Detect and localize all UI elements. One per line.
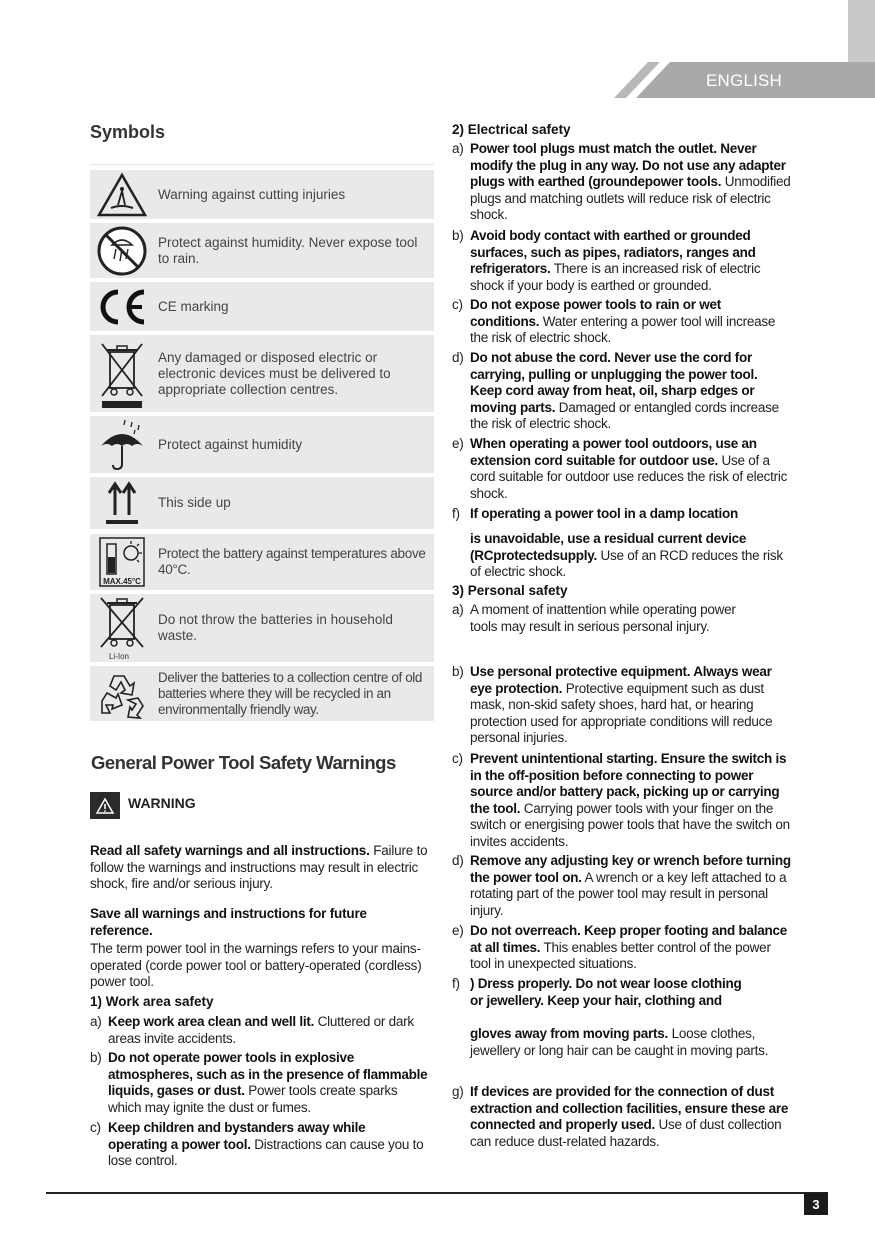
list-item-bold: Prevent unintentional starting. Ensure the switch is in the off-position before connecting to power source and/or battery pack, picking up or carrying the tool.	[470, 751, 787, 816]
list-item-bold: Keep work area clean and well lit.	[108, 1014, 315, 1029]
recycle-icon	[94, 668, 150, 720]
list-item-text: Damaged or entangled cords increase the risk of electric shock.	[470, 399, 779, 432]
list-item-letter: c)	[452, 297, 463, 312]
symbol-row	[90, 335, 434, 412]
read-instructions-paragraph	[90, 843, 428, 893]
symbol-text: Any damaged or disposed electric or electronic devices must be delivered to appropriate collection centres.	[158, 349, 391, 397]
symbol-text: This side up	[158, 495, 231, 510]
list-item	[452, 436, 792, 502]
symbol-text: Protect against humidity. Never expose tool to rain.	[158, 234, 418, 266]
list-item-text: A moment of inattention while operating power tools may result in serious personal injury.	[470, 602, 736, 634]
battery-bin-icon-label: Li-Ion	[108, 652, 130, 661]
language-label: ENGLISH	[706, 71, 783, 90]
list-item-letter: e)	[452, 436, 464, 451]
list-item-bold: Keep children and bystanders away while operating a power tool.	[108, 1120, 366, 1152]
general-warnings-heading: General Power Tool Safety Warnings	[91, 752, 396, 773]
list-item-letter: c)	[452, 751, 463, 766]
list-item-continuation	[452, 1026, 792, 1059]
list-item-letter: a)	[90, 1014, 102, 1029]
footer-rule	[46, 1192, 828, 1194]
list-item-text: Power tools create sparks which may ignite the dust or fumes.	[108, 1083, 398, 1115]
list-item	[452, 506, 792, 523]
list-item	[452, 602, 762, 635]
umbrella-icon	[94, 418, 150, 472]
symbol-text: Warning against cutting injuries	[158, 186, 346, 202]
list-item	[452, 853, 792, 919]
list-item-text: There is an increased risk of electric shock if your body is earthed or grounded.	[470, 261, 761, 293]
battery-temperature-icon	[94, 535, 150, 589]
save-warnings-bold: Save all warnings and instructions for future reference.	[90, 906, 367, 938]
symbol-row	[90, 594, 434, 662]
symbol-row	[90, 282, 434, 331]
list-item-bold: If devices are provided for the connection of dust extraction and collection facilities, ensure these are connected and properly used.	[470, 1084, 789, 1133]
list-item-bold: gloves away from moving parts.	[470, 1026, 669, 1041]
list-item-bold: Use personal protective equipment. Always wear eye protection.	[470, 664, 772, 696]
symbol-text: Protect against humidity	[158, 436, 303, 452]
list-item-letter: a)	[452, 602, 464, 617]
this-side-up-icon	[94, 479, 150, 527]
read-instructions-bold: Read all safety warnings and all instructions.	[90, 843, 370, 858]
list-item-text: Cluttered or dark areas invite accidents.	[108, 1014, 414, 1046]
symbol-row	[90, 477, 434, 529]
weee-bin-icon	[94, 338, 150, 410]
list-item-bold: Do not abuse the cord. Never use the cord for carrying, pulling or unplugging the power tool. Keep cord away from heat, oil, sharp edges or moving parts.	[470, 350, 758, 415]
list-item-letter: b)	[452, 228, 464, 243]
list-item-bold: is unavoidable, use a residual current device (RCprotectedsupply.	[470, 531, 747, 563]
list-item	[452, 141, 792, 224]
list-item	[90, 1120, 428, 1170]
symbol-row	[90, 666, 434, 721]
warning-label: WARNING	[128, 795, 196, 811]
list-item	[452, 751, 792, 851]
list-item-letter: f)	[452, 976, 460, 991]
list-item	[452, 923, 792, 973]
warning-triangle-icon	[90, 792, 120, 819]
term-definition-paragraph: The term power tool in the warnings refers to your mains-operated (corde power tool or battery-operated (cordless) power tool.	[90, 941, 422, 989]
symbol-row	[90, 170, 434, 219]
list-item-letter: f)	[452, 506, 460, 521]
section-heading-electrical: 2) Electrical safety	[452, 122, 571, 137]
list-item-bold: Avoid body contact with earthed or grounded surfaces, such as pipes, radiators, ranges and refrigerators.	[470, 228, 756, 277]
list-item-letter: d)	[452, 853, 464, 868]
list-item-text: A wrench or a key left attached to a rotating part of the power tool may result in personal injury.	[470, 869, 787, 918]
list-item-text: Water entering a power tool will increase the risk of electric shock.	[470, 313, 776, 346]
battery-temperature-icon-label: MAX.45°C	[103, 577, 141, 586]
battery-bin-icon	[94, 595, 150, 661]
list-item-bold: If operating a power tool in a damp location	[470, 506, 739, 521]
list-item-text: Use of dust collection can reduce dust-related hazards.	[470, 1117, 782, 1149]
list-item-text: Loose clothes, jewellery or long hair can be caught in moving parts.	[470, 1026, 769, 1058]
list-item-text: Distractions can cause you to lose control.	[108, 1136, 424, 1169]
list-item-bold: When operating a power tool outdoors, use an extension cord suitable for outdoor use.	[470, 436, 757, 468]
list-item	[452, 350, 792, 433]
page-number: 3	[804, 1193, 828, 1215]
read-instructions-text: Failure to follow the warnings and instructions may result in electric shock, fire and/or serious injury.	[90, 843, 428, 891]
list-item-bold: Do not expose power tools to rain or wet conditions.	[470, 297, 722, 329]
list-item-bold: ) Dress properly. Do not wear loose clothing or jewellery. Keep your hair, clothing and	[470, 976, 742, 1008]
symbols-heading: Symbols	[90, 122, 166, 142]
language-tab	[614, 62, 875, 98]
list-item-text: Carrying power tools with your finger on the switch or energising power tools that have the switch on invites accidents.	[470, 800, 790, 849]
list-item	[452, 664, 792, 747]
list-item-letter: c)	[90, 1120, 101, 1135]
no-rain-icon	[94, 225, 150, 277]
symbol-row	[90, 416, 434, 473]
list-item-text: Use of an RCD reduces the risk of electric shock.	[470, 547, 783, 580]
list-item-bold: Power tool plugs must match the outlet. Never modify the plug in any way. Do not use any adapter plugs with earthed (groundepower tools.	[470, 141, 786, 190]
list-item-bold: Do not overreach. Keep proper footing and balance at all times.	[470, 923, 788, 955]
list-item-continuation	[452, 531, 792, 581]
symbol-text: Protect the battery against temperatures above 40°C.	[158, 546, 426, 577]
list-item	[452, 976, 752, 1009]
list-item-text: Protective equipment such as dust mask, non-skid safety shoes, hard hat, or hearing protection used for appropriate conditions will reduce personal injuries.	[470, 680, 773, 746]
cutting-warning-icon	[94, 172, 150, 218]
list-item-letter: b)	[90, 1050, 102, 1065]
list-item-text: This enables better control of the power tool in unexpected situations.	[470, 939, 771, 972]
symbols-divider	[90, 164, 434, 165]
list-item-text: Unmodified plugs and matching outlets will reduce risk of electric shock.	[470, 174, 791, 223]
list-item	[452, 1084, 792, 1150]
symbol-text: CE marking	[158, 298, 229, 314]
ce-mark-icon	[94, 287, 150, 327]
symbol-text: Deliver the batteries to a collection centre of old batteries where they will be recycled in an environmentally friendly way.	[158, 669, 423, 717]
list-item-letter: b)	[452, 664, 464, 679]
list-item-bold: Remove any adjusting key or wrench before turning the power tool on.	[470, 853, 791, 885]
list-item	[452, 228, 792, 294]
list-item	[90, 1050, 428, 1116]
list-item-bold: Do not operate power tools in explosive atmospheres, such as in the presence of flammable liquids, gases or dust.	[108, 1050, 428, 1099]
list-item-letter: d)	[452, 350, 464, 365]
list-item	[452, 297, 792, 347]
list-item-letter: g)	[452, 1084, 464, 1099]
symbol-row	[90, 223, 434, 278]
section-heading-work-area: 1) Work area safety	[90, 994, 214, 1009]
list-item-letter: e)	[452, 923, 464, 938]
section-heading-personal: 3) Personal safety	[452, 583, 568, 598]
symbol-row	[90, 534, 434, 590]
list-item-letter: a)	[452, 141, 464, 156]
save-warnings-paragraph	[90, 906, 428, 939]
symbol-text: Do not throw the batteries in household waste.	[158, 612, 393, 643]
list-item	[90, 1014, 428, 1047]
list-item-text: Use of a cord suitable for outdoor use reduces the risk of electric shock.	[470, 452, 788, 501]
